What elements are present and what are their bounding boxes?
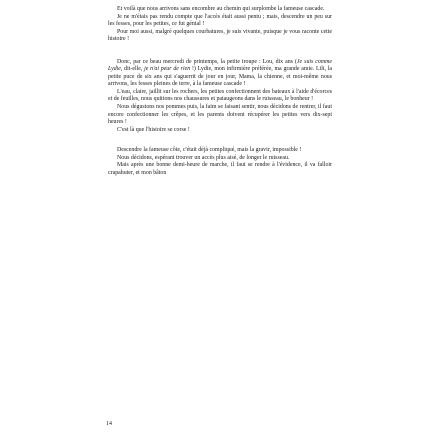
paragraph-5: L'eau, claire, jaillit sur les rochers, les petites confectionnent des bateaux à l'aide d'écorces et de feuilles, nous quittons nos chaussures et pataugeons dans le ruisseau, le bonheur ! bbox=[108, 88, 332, 103]
paragraph-9: Nous décidons, espérant trouver un accès plus aisé, de longer le ruisseau. bbox=[117, 154, 290, 161]
paragraph-6: Nous dégustons nos pommes puis, la faim se faisant sentir, nous décidons de rentrer, il faut encore confectionner les crêpes, et les parents doivent récupérer les petites vers dix-sept heures ! bbox=[108, 104, 332, 126]
page-number: 14 bbox=[106, 421, 112, 427]
paragraph-4-quote-2: je n'ai peur de rien bbox=[144, 66, 191, 73]
paragraph-4-quote-1: Je suis comme Lydie bbox=[108, 58, 332, 73]
paragraph-2: Je ne m'étais pas rendu compte que l'accès était aussi pentu ; mais, descendre un peu sur les fesses, pour les petites, ce fut génial ! bbox=[108, 13, 332, 28]
paragraph-7: C'est là que l'histoire se corse ! bbox=[117, 126, 190, 133]
paragraph-10: Mais après une bonne demi-heure de marche, il faut se rendre à l'évidence, il va falloir crapahuter, et mon bâton bbox=[108, 162, 332, 176]
body-text bbox=[108, 6, 332, 177]
paragraph-1: Et voilà que nous arrivons sans encombre au chemin qui surplombe la fameuse cascade. bbox=[117, 6, 325, 12]
paragraph-4-end: !) Lydie, mon infirmière préférée, ma grande amie. Lili, la petite puce de six ans qui s'aguerrit de jour en jour, Mama, la chienne, et moi-même nous arrivons, les fesses pleines de terre, à la fameuse cascade ! bbox=[108, 66, 332, 88]
paragraph-4 bbox=[108, 59, 332, 89]
paragraph-3: Pour moi aussi, malgré quelques courbatures, je suis vivante, puisque je vous raconte cette histoire ! bbox=[108, 28, 332, 43]
paragraph-4-mid: , dit-elle, bbox=[120, 66, 145, 73]
paragraph-8: Descendre la fameuse côte, c'était déjà compliqué, mais la gravir, impossible ! bbox=[117, 147, 302, 154]
paragraph-4-start: Donc, par ce beau mercredi de printemps, la petite troupe : Lou, dix ans ( bbox=[117, 58, 297, 65]
